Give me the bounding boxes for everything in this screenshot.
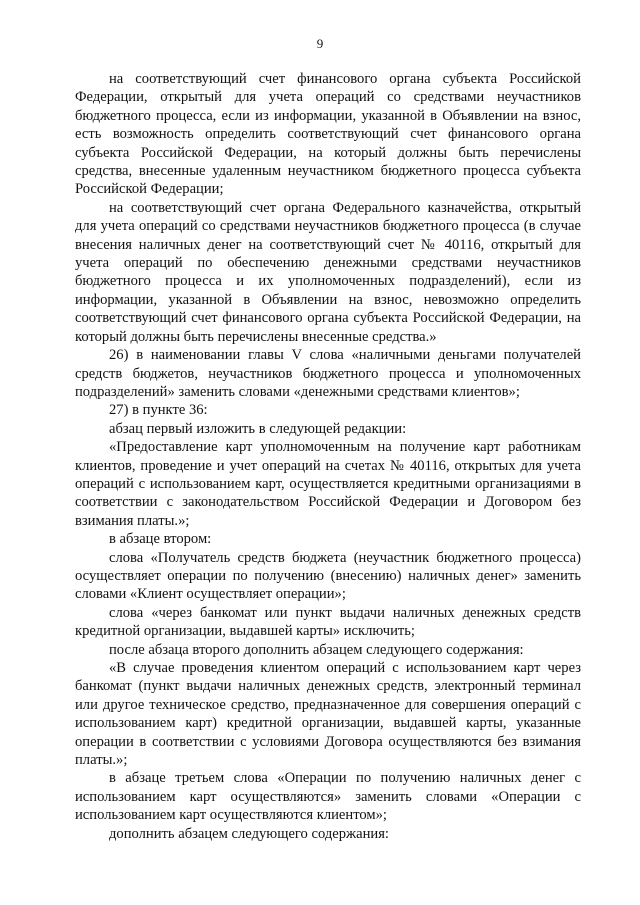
- paragraph: на соответствующий счет финансового органа субъекта Российской Федерации, открытый для учета операций со средствами неучастников бюджетного процесса, если из информации, указанной в Объявлении на взнос, есть возможность определить соответствующий счет финансового органа субъекта Российской Федерации, на который должны быть перечислены средства, внесенные удаленным неучастником бюджетного процесса субъекта Российской Федерации;: [75, 71, 581, 198]
- paragraph: в абзаце втором:: [109, 531, 212, 548]
- paragraph: дополнить абзацем следующего содержания:: [109, 825, 389, 842]
- paragraph: после абзаца второго дополнить абзацем следующего содержания:: [109, 641, 524, 658]
- paragraph: на соответствующий счет органа Федерального казначейства, открытый для учета операций со средствами неучастников бюджетного процесса (в случае внесения наличных денег на соответствующий счет № 40116, открытый для учета операций по обеспечению денежными средствами неучастников бюджетного процесса и их уполномоченных подразделений), если из информации, указанной в Объявлении на взнос, невозможно определить соответствующий счет финансового органа субъекта Российской Федерации, на который должны быть перечислены внесенные средства.»: [75, 199, 581, 345]
- paragraph: «В случае проведения клиентом операций с использованием карт через банкомат (пункт выдачи наличных денежных средств, электронный терминал или другое техническое средство, предназначенное для совершения операций с использованием карт) кредитной организации, выдавшей карты, указанные операции в соответствии с условиями Договора осуществляются без взимания платы.»;: [75, 660, 581, 769]
- paragraph: 26) в наименовании главы V слова «наличными деньгами получателей средств бюджетов, неучастников бюджетного процесса и уполномоченных подразделений» заменить словами «денежными средствами клиентов»;: [75, 347, 581, 400]
- paragraph: слова «Получатель средств бюджета (неучастник бюджетного процесса) осуществляет операции по получению (внесению) наличных денег» заменить словами «Клиент осуществляет операции»;: [75, 549, 581, 603]
- paragraph: слова «через банкомат или пункт выдачи наличных денежных средств кредитной организации, выдавшей карты» исключить;: [75, 604, 581, 640]
- paragraph: в абзаце третьем слова «Операции по получению наличных денег с использованием карт осуществляются» заменить словами «Операции с использованием карт осуществляются клиентом»;: [75, 770, 581, 824]
- paragraph: абзац первый изложить в следующей редакции:: [109, 420, 407, 437]
- page-number: 9: [316, 36, 324, 51]
- paragraph: «Предоставление карт уполномоченным на получение карт работникам клиентов, проведение и учет операций на счетах № 40116, открытых для учета операций с использованием карт, осуществляется кредитными организациями в соответствии с законодательством Российской Федерации и Договором без взимания платы.»;: [75, 439, 581, 529]
- document-body: [75, 70, 581, 843]
- paragraph: 27) в пункте 36:: [109, 402, 208, 419]
